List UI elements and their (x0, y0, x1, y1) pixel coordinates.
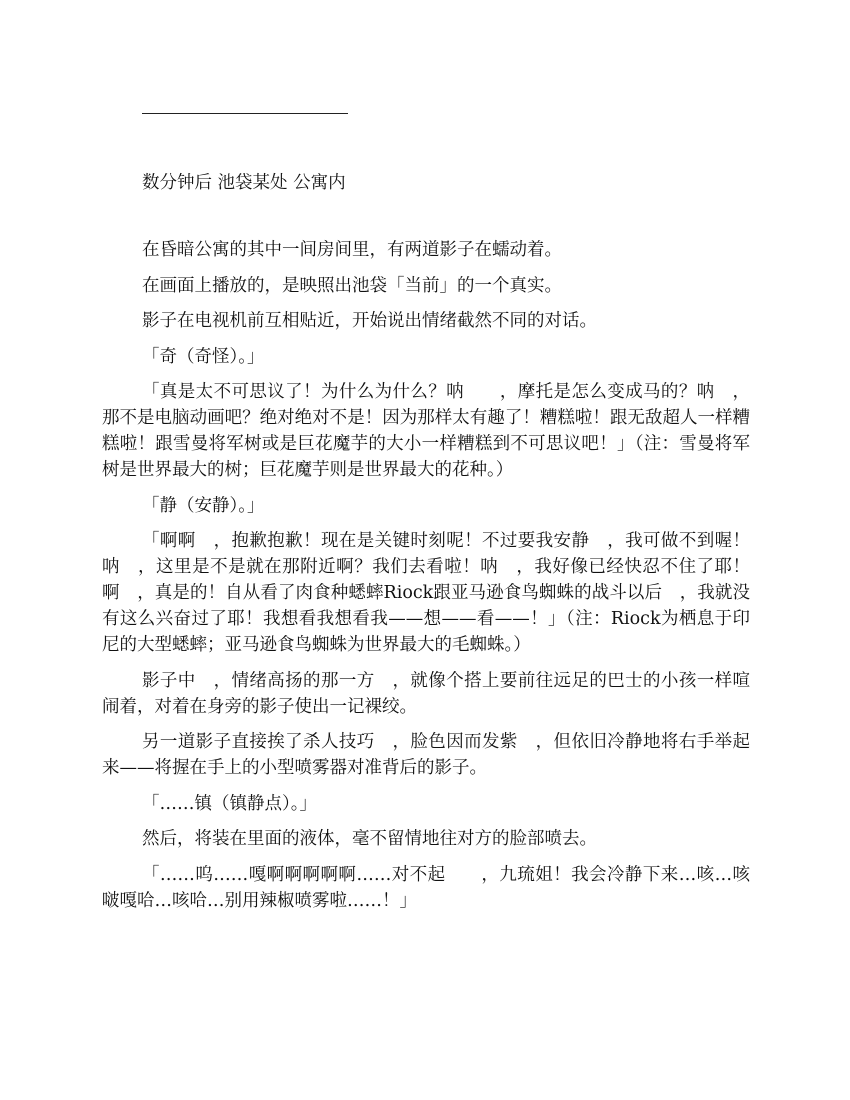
paragraph: 另一道影子直接挨了杀人技巧 ，脸色因而发紫 ，但依旧冷静地将右手举起来——将握在手上的小型喷雾器对准背后的影子。 (102, 732, 750, 778)
story-body (102, 237, 750, 914)
dialogue-line: 「静（安静）。」 (142, 495, 265, 516)
dialogue-line: 「真是太不可思议了！为什么为什么？呐 ，摩托是怎么变成马的？呐 ，那不是电脑动画吧？绝对绝对不是！因为那样太有趣了！糟糕啦！跟无敌超人一样糟糕啦！跟雪曼将军树或是巨花魔芋的大小一样糟糕到不可思议吧！」（注：雪曼将军树是世界最大的树；巨花魔芋则是世界最大的花种。） (102, 382, 750, 480)
paragraph: 影子在电视机前互相贴近，开始说出情绪截然不同的对话。 (142, 311, 597, 331)
paragraph: 然后，将装在里面的液体，毫不留情地往对方的脸部喷去。 (142, 829, 597, 849)
paragraph: 在画面上播放的，是映照出池袋「当前」的一个真实。 (142, 275, 562, 296)
dialogue-line: 「奇（奇怪）。」 (142, 346, 265, 367)
scene-heading: 数分钟后 池袋某处 公寓内 (142, 173, 346, 193)
document-page (102, 86, 750, 923)
paragraph: 影子中 ，情绪高扬的那一方 ，就像个搭上要前往远足的巴士的小孩一样喧闹着，对着在身旁的影子使出一记裸绞。 (102, 670, 750, 717)
dialogue-line: 「……镇（镇静点）。」 (142, 793, 317, 814)
paragraph: 在昏暗公寓的其中一间房间里，有两道影子在蠕动着。 (142, 240, 562, 260)
dialogue-line: 「……呜……嘎啊啊啊啊啊……对不起 ，九琉姐！我会冷静下来…咳…咳啵嘎哈…咳哈…别用辣椒喷雾啦……！」 (102, 864, 750, 911)
separator-line (142, 113, 348, 114)
dialogue-line: 「啊啊 ，抱歉抱歉！现在是关键时刻呢！不过要我安静 ，我可做不到喔！呐 ，这里是不是就在那附近啊？我们去看啦！呐 ，我好像已经快忍不住了耶！啊 ，真是的！自从看了肉食种蟋蟀Riock跟亚马逊食鸟蜘蛛的战斗以后 ，我就没有这么兴奋过了耶！我想看我想看我——想——看——！」（注：Riock为栖息于印尼的大型蟋蟀；亚马逊食鸟蜘蛛为世界最大的毛蜘蛛。） (102, 531, 750, 655)
